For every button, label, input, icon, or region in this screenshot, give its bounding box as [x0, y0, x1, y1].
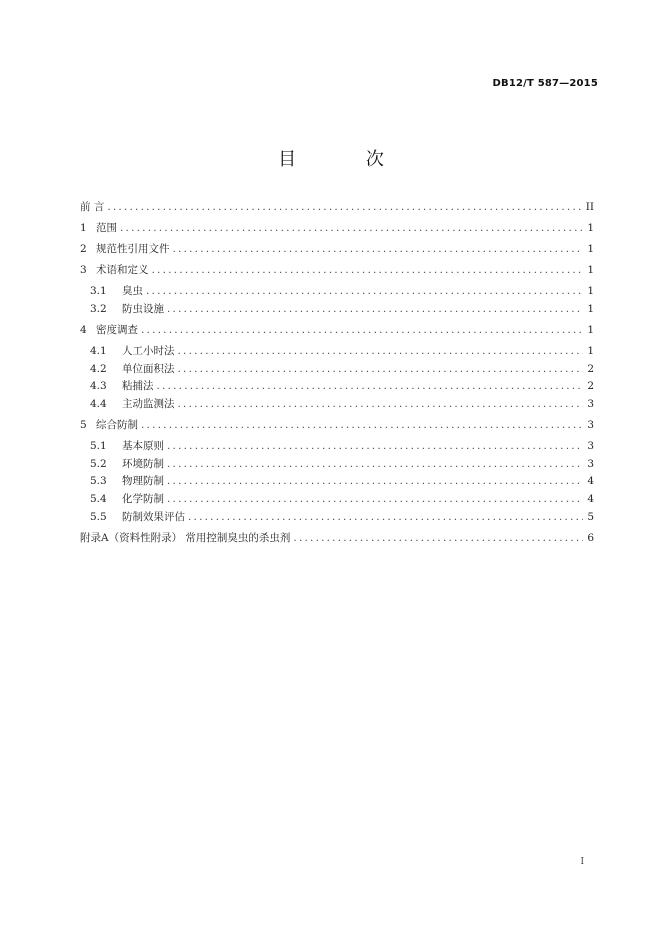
toc-entry-page: 5 [587, 510, 594, 523]
toc-dot-leader [188, 509, 583, 527]
toc-dot-leader [167, 301, 583, 319]
toc-dot-leader [167, 473, 583, 491]
toc-entry-label: 主动监测法 [122, 397, 175, 410]
toc-dot-leader [178, 396, 584, 414]
toc-entry-label: 环境防制 [122, 457, 164, 470]
toc-entry-label: 物理防制 [122, 475, 164, 488]
toc-entry-number: 1 [80, 222, 87, 235]
toc-entry[interactable] [80, 322, 594, 340]
toc-entry-page: II [585, 201, 594, 213]
toc-dot-leader [178, 343, 584, 361]
toc-entry-page: 1 [587, 302, 594, 315]
toc-entry-label: 范围 [96, 222, 117, 235]
toc-entry-page: 4 [587, 475, 594, 488]
toc-entry-number: 4.4 [90, 397, 107, 410]
toc-entry-number: 4 [80, 324, 87, 337]
toc-entry-number: 5.3 [90, 475, 107, 488]
toc-entry-label: 防虫设施 [122, 302, 164, 315]
toc-entry[interactable] [80, 473, 594, 491]
toc-entry-page: 3 [587, 419, 594, 432]
toc-entry-number: 3.2 [90, 302, 107, 315]
toc-entry-page: 3 [587, 397, 594, 410]
toc-entry-number: 5 [80, 419, 87, 432]
toc-entry[interactable] [80, 417, 594, 435]
toc-entry-label: 臭虫 [122, 285, 143, 298]
toc-title: 目 次 [278, 149, 416, 170]
toc-dot-leader [167, 438, 583, 456]
toc-dot-leader [167, 491, 583, 509]
toc-entry-label: 密度调查 [96, 324, 138, 337]
toc-entry-page: 1 [587, 345, 594, 358]
toc-dot-leader [141, 417, 583, 435]
toc-entry[interactable] [80, 283, 594, 301]
toc-dot-leader [157, 378, 584, 396]
toc-entry-label: 防制效果评估 [122, 510, 185, 523]
toc-entry-number: 5.4 [90, 492, 107, 505]
toc-entry[interactable] [80, 509, 594, 527]
toc-dot-leader [167, 456, 583, 474]
toc-entry[interactable] [80, 396, 594, 414]
toc-entry[interactable] [80, 241, 594, 259]
toc-entry[interactable] [80, 262, 594, 280]
toc-dot-leader [146, 283, 583, 301]
toc-entry-page: 2 [587, 380, 594, 393]
toc-entry-number: 3.1 [90, 285, 107, 298]
toc-entry-label: 规范性引用文件 [96, 243, 170, 256]
toc-entry[interactable] [80, 220, 594, 238]
toc-entry[interactable] [80, 301, 594, 319]
toc-entry[interactable] [80, 343, 594, 361]
toc-entry-page: 2 [587, 362, 594, 375]
toc-entry-page: 1 [587, 243, 594, 256]
toc-dot-leader [141, 322, 583, 340]
toc-entry-number: 5.5 [90, 510, 107, 523]
toc-entry-number: 4.1 [90, 345, 107, 358]
toc-entry-number: 4.2 [90, 362, 107, 375]
toc-entry[interactable] [80, 361, 594, 379]
toc-dot-leader [173, 241, 584, 259]
toc-entry-page: 4 [587, 492, 594, 505]
toc-entry-label: 附录A（资料性附录） 常用控制臭虫的杀虫剂 [80, 531, 291, 544]
toc-dot-leader [178, 361, 584, 379]
toc-dot-leader [152, 262, 584, 280]
toc-entry-number: 2 [80, 243, 87, 256]
toc-entry[interactable] [80, 491, 594, 509]
toc-entry-page: 6 [587, 531, 594, 544]
toc-dot-leader [107, 199, 582, 217]
toc-entry-page: 3 [587, 440, 594, 453]
toc-entry-page: 1 [587, 222, 594, 235]
toc-entry-number: 4.3 [90, 380, 107, 393]
toc-entry[interactable] [80, 456, 594, 474]
toc-entry-label: 人工小时法 [122, 345, 175, 358]
toc-dot-leader [293, 530, 583, 548]
document-code: DB12/T 587—2015 [492, 78, 598, 89]
toc-entry-label: 前 言 [80, 201, 105, 213]
footer-page-number: I [580, 857, 584, 867]
toc-entry-number: 3 [80, 264, 87, 277]
toc-entry-label: 粘捕法 [122, 380, 154, 393]
toc-entry-number: 5.1 [90, 440, 107, 453]
toc-entry-label: 基本原则 [122, 440, 164, 453]
toc-dot-leader [120, 220, 583, 238]
toc-entry-page: 1 [587, 264, 594, 277]
toc-entry-number: 5.2 [90, 457, 107, 470]
toc-entry-label: 单位面积法 [122, 362, 175, 375]
toc-entry-page: 3 [587, 457, 594, 470]
toc-entry-page: 1 [587, 324, 594, 337]
toc-entry-label: 术语和定义 [96, 264, 149, 277]
table-of-contents [80, 199, 594, 547]
toc-entry-label: 综合防制 [96, 419, 138, 432]
toc-entry-page: 1 [587, 285, 594, 298]
toc-entry[interactable] [80, 438, 594, 456]
toc-entry-label: 化学防制 [122, 492, 164, 505]
toc-entry[interactable] [80, 378, 594, 396]
toc-entry[interactable] [80, 530, 594, 548]
toc-entry[interactable] [80, 199, 594, 217]
